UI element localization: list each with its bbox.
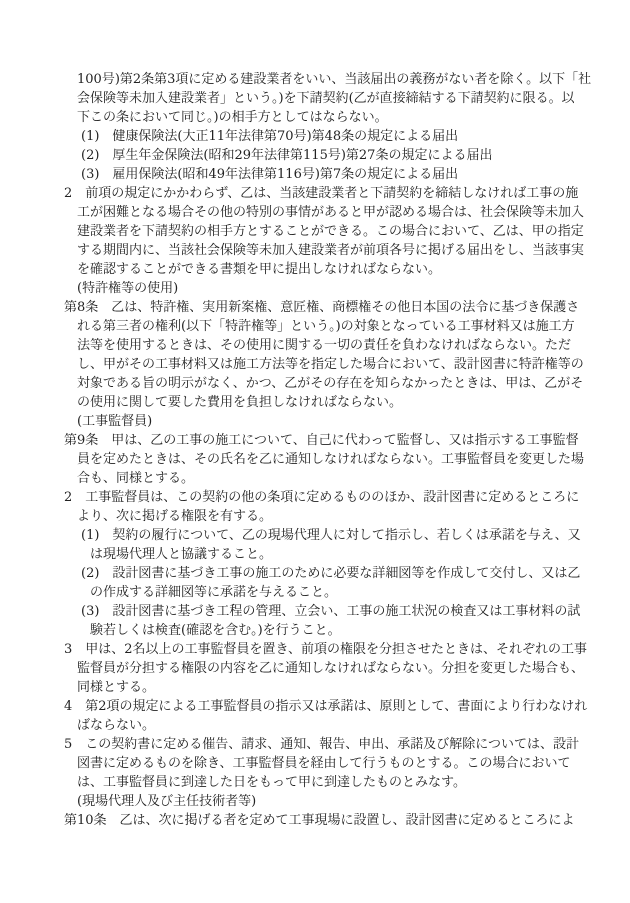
text-line: 対象である旨の明示がなく、かつ、乙がその存在を知らなかったときは、甲は、乙がそ bbox=[77, 376, 584, 391]
text-line: (特許権等の使用) bbox=[77, 281, 179, 296]
text-line: れる第三者の権利(以下「特許権等」という。)の対象となっている工事材料又は施工方 bbox=[77, 319, 575, 334]
text-line: (1) 健康保険法(大正11年法律第70号)第48条の規定による届出 bbox=[81, 129, 459, 144]
text-line: 験若しくは検査(確認を含む。)を行うこと。 bbox=[90, 623, 341, 638]
text-line: 5 この契約書に定める催告、請求、通知、報告、申出、承諾及び解除については、設計 bbox=[64, 737, 580, 752]
text-line: は現場代理人と協議すること。 bbox=[90, 547, 273, 562]
text-line: 2 工事監督員は、この契約の他の条項に定めるもののほか、設計図書に定めるところに bbox=[64, 490, 580, 505]
text-line: 100号)第2条第3項に定める建設業者をいい、当該届出の義務がない者を除く。以下「社 bbox=[77, 72, 592, 87]
text-line: (1) 契約の履行について、乙の現場代理人に対して指示し、若しくは承諾を与え、又 bbox=[81, 528, 581, 543]
text-line: 工が困難となる場合その他の特別の事情があると甲が認める場合は、社会保険等未加入 bbox=[77, 205, 585, 220]
text-line: する期間内に、当該社会保険等未加入建設業者が前項各号に掲げる届出をし、当該事実 bbox=[77, 243, 585, 258]
text-line: 第8条 乙は、特許権、実用新案権、意匠権、商標権その他日本国の法令に基づき保護さ bbox=[64, 300, 580, 315]
text-line: (2) 厚生年金保険法(昭和29年法律第115号)第27条の規定による届出 bbox=[81, 148, 493, 163]
text-line: 4 第2項の規定による工事監督員の指示又は承諾は、原則として、書面により行わなけれ bbox=[64, 699, 588, 714]
text-line: (現場代理人及び主任技術者等) bbox=[77, 794, 257, 809]
text-line: 3 甲は、2名以上の工事監督員を置き、前項の権限を分担させたときは、それぞれの工事 bbox=[64, 642, 588, 657]
text-line: 建設業者を下請契約の相手方とすることができる。この場合において、乙は、甲の指定 bbox=[77, 224, 584, 239]
text-line: (2) 設計図書に基づき工事の施工のために必要な詳細図等を作成して交付し、又は乙 bbox=[81, 566, 581, 581]
text-line: 員を定めたときは、その氏名を乙に通知しなければならない。工事監督員を変更した場 bbox=[77, 452, 585, 467]
text-line: 同様とする。 bbox=[77, 680, 156, 695]
text-line: の使用に関して要した費用を負担しなければならない。 bbox=[77, 395, 403, 410]
text-line: を確認することができる書類を甲に提出しなければならない。 bbox=[77, 262, 442, 277]
text-line: 監督員が分担する権限の内容を乙に通知しなければならない。分担を変更した場合も、 bbox=[77, 661, 585, 676]
text-line: 下この条において同じ。)の相手方としてはならない。 bbox=[77, 110, 388, 125]
text-line: は、工事監督員に到達した日をもって甲に到達したものとみなす。 bbox=[77, 775, 466, 790]
text-line: より、次に掲げる権限を有する。 bbox=[77, 509, 273, 524]
text-line: 2 前項の規定にかかわらず、乙は、当該建設業者と下請契約を締結しなければ工事の施 bbox=[64, 186, 579, 201]
text-line: し、甲がその工事材料又は施工方法等を指定した場合において、設計図書に特許権等の bbox=[77, 357, 584, 372]
text-line: (工事監督員) bbox=[77, 414, 153, 429]
text-line: ばならない。 bbox=[77, 718, 156, 733]
text-line: 第10条 乙は、次に掲げる者を定めて工事現場に設置し、設計図書に定めるところによ bbox=[64, 813, 575, 828]
document-body bbox=[64, 70, 592, 830]
text-line: (3) 雇用保険法(昭和49年法律第116号)第7条の規定による届出 bbox=[81, 167, 459, 182]
text-line: 合も、同様とする。 bbox=[77, 471, 195, 486]
text-line: の作成する詳細図等に承諾を与えること。 bbox=[90, 585, 338, 600]
text-line: 第9条 甲は、乙の工事の施工について、自己に代わって監督し、又は指示する工事監督 bbox=[64, 433, 579, 448]
text-line: 会保険等未加入建設業者」という。)を下請契約(乙が直接締結する下請契約に限る。以 bbox=[77, 91, 575, 106]
text-line: 法等を使用するときは、その使用に関する一切の責任を負わなければならない。ただ bbox=[77, 338, 572, 353]
text-line: (3) 設計図書に基づき工程の管理、立会い、工事の施工状況の検査又は工事材料の試 bbox=[81, 604, 581, 619]
text-line: 図書に定めるものを除き、工事監督員を経由して行うものとする。この場合において bbox=[77, 756, 571, 771]
